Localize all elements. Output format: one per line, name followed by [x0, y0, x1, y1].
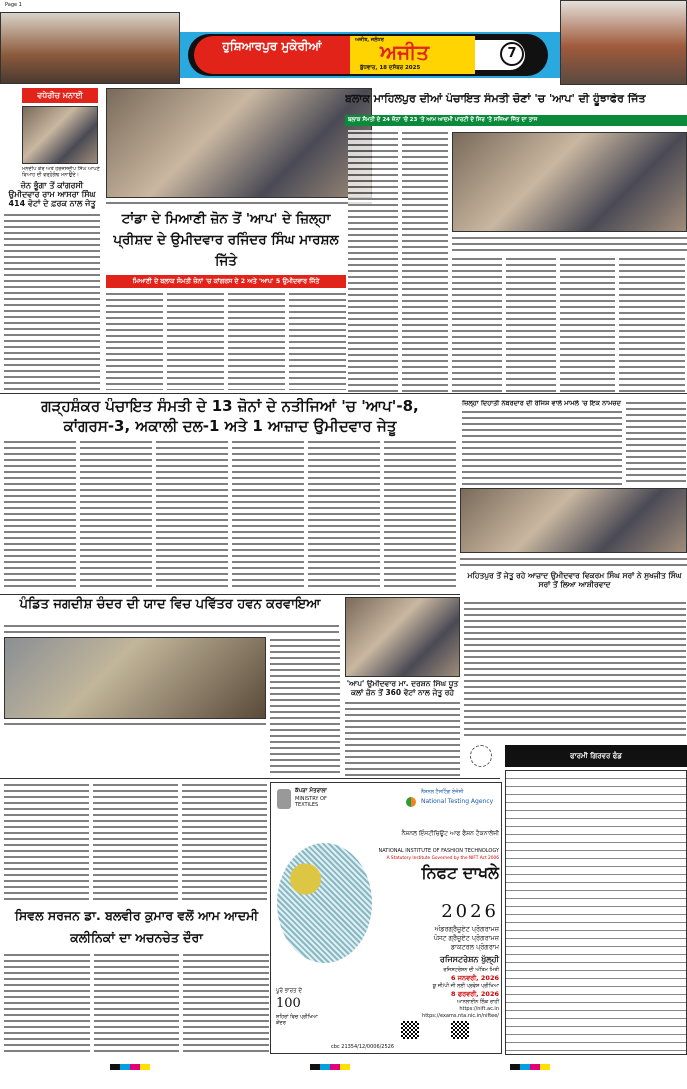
centres-post: ਸ਼ਹਿਰਾਂ ਵਿਚ ਪ੍ਰੀਖਿਆ ਕੇਂਦਰ	[276, 1014, 318, 1026]
centres-pre: ਪੂਰੇ ਭਾਰਤ ਦੇ	[276, 988, 302, 994]
nift-pa: ਨੈਸ਼ਨਲ ਇੰਸਟੀਚਿਊਟ ਆਫ ਫੈਸ਼ਨ ਟੈਕਨਾਲੋਜੀ	[401, 830, 499, 837]
mahilpur-photo	[452, 132, 687, 232]
mahilpur-headline: ਬਲਾਕ ਮਾਹਿਲਪੁਰ ਦੀਆਂ ਪੰਚਾਇਤ ਸੰਮਤੀ ਚੋਣਾਂ 'ਚ 'ਆਪ' ਦੀ ਹੂੰਝਾਫੇਰ ਜਿੱਤ	[345, 93, 646, 105]
masthead-photo-right	[560, 0, 687, 85]
ministry: MINISTRY OF TEXTILES	[295, 796, 327, 808]
mehatpur-headline: ਮਹਿਤਪੁਰ ਤੋਂ ਜੇਤੂ ਰਹੇ ਆਜ਼ਾਦ ਉਮੀਦਵਾਰ ਵਿਕਰਮ ਸਿੰਘ ਸਰਾਂ ਨੇ ਸੁਖਜੀਤ ਸਿੰਘ ਸਰਾਂ ਤੋਂ ਲਿਆ ਆਸ਼ੀਰਵਾਦ	[467, 571, 682, 589]
program: ਡਾਕਟਰਲ ਪ੍ਰੋਗਰਾਮ	[450, 943, 499, 951]
notice-box: ਫਾਰਮੀ ਗਿਰਵਰ ਫੰਡ	[505, 745, 687, 767]
anniversary-photo	[22, 106, 98, 164]
darshan-headline: 'ਆਪ' ਉਮੀਦਵਾਰ ਮਾ. ਦਰਸ਼ਨ ਸਿੰਘ ਧੂਤ ਕਲਾਂ ਜ਼ੋਨ ਤੋਂ 360 ਵੋਟਾਂ ਨਾਲ ਜੇਤੂ ਰਹੇ	[346, 680, 459, 697]
ad-year: 2026	[441, 901, 499, 922]
tanda-subhead: ਮਿਆਣੀ ਦੇ ਬਲਾਕ ਸੰਮਤੀ ਜ਼ੋਨਾਂ 'ਚ ਕਾਂਗਰਸ ਦੇ 2 ਅਤੇ 'ਆਪ' 5 ਉਮੀਦਵਾਰ ਜਿੱਤੇ	[106, 275, 346, 288]
garhshankar-headline-2: ਕਾਂਗਰਸ-3, ਅਕਾਲੀ ਦਲ-1 ਅਤੇ 1 ਆਜ਼ਾਦ ਉਮੀਦਵਾਰ ਜੇਤੂ	[63, 417, 397, 436]
qr-code-icon	[451, 1021, 469, 1039]
exam-date: 8 ਫਰਵਰੀ, 2026	[451, 990, 499, 998]
left-story	[4, 166, 100, 390]
notice-emblem-icon	[470, 745, 492, 767]
nta-pa: ਨੈਸ਼ਨਲ ਟੈਸਟਿੰਗ ਏਜੰਸੀ	[421, 789, 464, 795]
section-label: ਵਧੇਰੀਚ ਮਨਾਈ	[22, 88, 98, 103]
nift: NATIONAL INSTITUTE OF FASHION TECHNOLOGY	[378, 848, 499, 854]
program: ਪੋਸਟ ਗ੍ਰੈਜੂਏਟ ਪ੍ਰੋਗਰਾਮਜ਼	[433, 934, 499, 942]
garhshankar-story	[0, 398, 460, 591]
qr-code-icon	[401, 1021, 419, 1039]
nift-advertisement[interactable]	[270, 782, 502, 1054]
ad-pattern	[277, 843, 372, 963]
brand-block	[350, 36, 475, 74]
winners-photo	[345, 597, 460, 677]
ad-title: ਨਿਫਟ ਦਾਖਲੇ	[421, 863, 499, 882]
print-header: Page 1	[5, 2, 22, 8]
civil-story	[4, 905, 269, 1055]
right-story	[462, 400, 622, 485]
edition-name: ਹੁਸ਼ਿਆਰਪੁਰ ਮੁਕੇਰੀਆਂ	[194, 36, 350, 74]
anniversary-caption: ਮਨਦੀਪ ਕੌਰ ਅਤੇ ਹਰਜਸਦੀਪ ਸਿੰਘ ਆਪਣੇ ਵਿਆਹ ਦੀ ਵਰ੍ਹੇਗੰਢ ਮਨਾਉਂਦੇ।	[22, 166, 100, 178]
pandit-headline: ਪੰਡਿਤ ਜਗਦੀਸ਼ ਚੰਦਰ ਦੀ ਯਾਦ ਵਿਚ ਪਵਿੱਤਰ ਹਵਨ ਕਰਵਾਇਆ	[19, 597, 321, 612]
brand-small: ਅਜੀਤ, ਜਲੰਧਰ	[355, 37, 384, 43]
edition-date: ਬੁੱਧਵਾਰ, 18 ਦਸੰਬਰ 2025	[360, 65, 421, 71]
tanda-photo	[106, 88, 372, 198]
mahilpur-subhead: ਬਲਾਕ ਸੰਮਤੀ ਦੇ 24 ਜ਼ੋਨਾਂ 'ਚੋਂ 23 'ਤੇ ਆਮ ਆਦਮੀ ਪਾਰਟੀ ਦੇ ਸਿਰ 'ਤੇ ਸਜਿਆ ਜਿੱਤ ਦਾ ਤਾਜ	[345, 115, 687, 126]
page-number: 7	[500, 42, 524, 66]
ministry-pa: ਕੱਪੜਾ ਮੰਤਰਾਲਾ	[295, 788, 327, 794]
nta-url[interactable]: https://exams.nta.nic.in/niftee/	[422, 1013, 499, 1019]
brand-logo: ਅਜੀਤ	[380, 40, 430, 64]
havan-photo	[4, 637, 266, 719]
color-registration-bar	[0, 1064, 687, 1070]
tanda-story	[106, 209, 346, 390]
centres-count: 100	[276, 996, 301, 1011]
tanda-headline: ਟਾਂਡਾ ਦੇ ਮਿਆਣੀ ਜ਼ੋਨ ਤੋਂ 'ਆਪ' ਦੇ ਜ਼ਿਲ੍ਹਾ ਪ੍ਰੀਸ਼ਦ ਦੇ ਉਮੀਦਵਾਰ ਰਜਿੰਦਰ ਸਿੰਘ ਮਾਰਸ਼ਲ ਜਿੱਤੇ	[113, 211, 339, 269]
statutory: A Statutory Institute Governed by the NIFT Act 2006	[386, 856, 499, 861]
garhshankar-headline-1: ਗੜ੍ਹਸ਼ੰਕਰ ਪੰਚਾਇਤ ਸੰਮਤੀ ਦੇ 13 ਜ਼ੋਨਾਂ ਦੇ ਨਤੀਜਿਆਂ 'ਚ 'ਆਪ'-8,	[41, 398, 419, 415]
nta: National Testing Agency	[421, 798, 494, 805]
last-date-label: ਰਜਿਸਟਰੇਸ਼ਨ ਦੀ ਅੰਤਿਮ ਮਿਤੀ	[443, 967, 499, 973]
right-story-headline: ਜ਼ਿਲ੍ਹਾ ਦਿਹਾਤੀ ਨੰਬਰਦਾਰ ਦੀ ਰੰਜਿਸ਼ ਵਾਲੇ ਮਾਮਲੇ 'ਚ ਇਕ ਨਾਮਜ਼ਦ	[462, 400, 621, 407]
exam-label: ਯੂ ਜੀ/ਪੀ ਜੀ ਲਈ ਪ੍ਰਵੇਸ਼ ਪ੍ਰੀਖਿਆ	[432, 983, 499, 989]
program: ਅੰਡਰਗ੍ਰੈਜੂਏਟ ਪ੍ਰੋਗਰਾਮਜ਼	[434, 925, 499, 933]
nift-url[interactable]: https://nift.ac.in	[459, 1006, 499, 1012]
masthead	[180, 32, 560, 78]
emblem-icon	[277, 789, 291, 809]
ad-code: cbc 21354/12/0006/2526	[331, 1044, 395, 1050]
apply-label: ਆਨਲਾਈਨ ਲਿੰਕ ਰਾਹੀਂ	[457, 999, 499, 1005]
last-date: 6 ਜਨਵਰੀ, 2026	[451, 974, 499, 982]
registration-open: ਰਜਿਸਟਰੇਸ਼ਨ ਖੁੱਲ੍ਹੀ	[439, 955, 499, 964]
notice-table	[505, 770, 687, 1055]
group-photo	[460, 488, 687, 553]
masthead-photo-left	[0, 12, 180, 84]
left-headline: ਜ਼ੋਨ ਭੂੰਗਾ ਤੋਂ ਕਾਂਗਰਸੀ ਉਮੀਦਵਾਰ ਰਾਮ ਆਸਰਾ ਸਿੰਘ 414 ਵੋਟਾਂ ਦੇ ਫ਼ਰਕ ਨਾਲ ਜੇਤੂ	[8, 181, 96, 209]
nta-logo-icon	[406, 797, 416, 807]
darshan-story	[345, 680, 460, 776]
civil-surgeon-headline: ਸਿਵਲ ਸਰਜਨ ਡਾ. ਬਲਵੀਰ ਕੁਮਾਰ ਵਲੋਂ ਆਮ ਆਦਮੀ ਕਲੀਨਿਕਾਂ ਦਾ ਅਚਨਚੇਤ ਦੌਰਾ	[14, 908, 259, 945]
